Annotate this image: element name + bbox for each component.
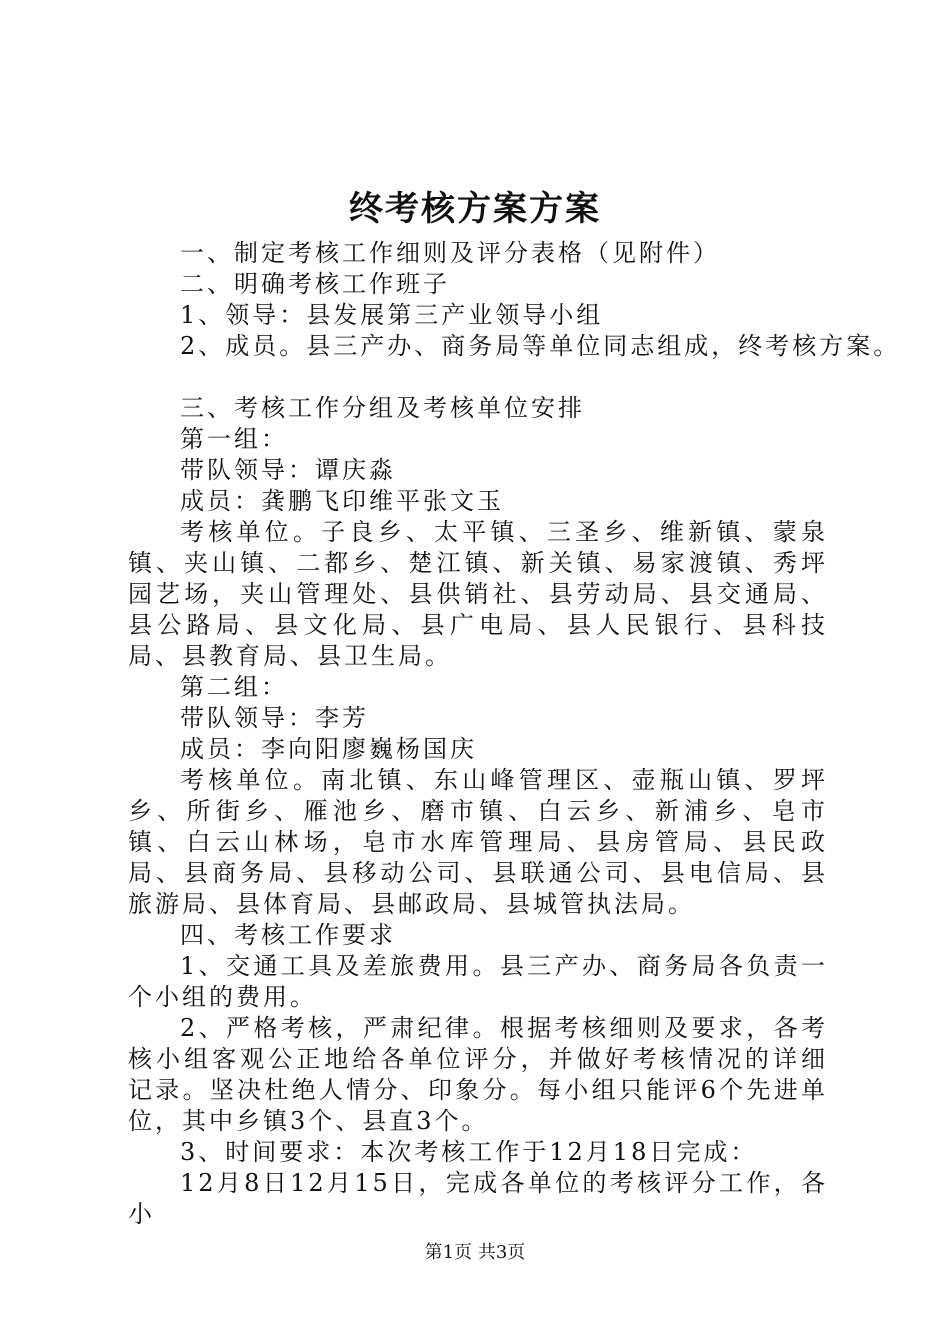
paragraph-3: 1、领导：县发展第三产业领导小组 <box>180 301 604 329</box>
group-1-units: 考核单位。子良乡、太平镇、三圣乡、维新镇、蒙泉镇、夹山镇、二都乡、楚江镇、新关镇、易家渡镇、秀坪园艺场，夹山管理处、县供销社、县劳动局、县交通局、县公路局、县文化局、县广电局、县人民银行、县科技局、县教育局、县卫生局。 <box>128 518 828 670</box>
group-2-leader: 带队领导：李芳 <box>180 704 369 732</box>
group-1-members: 成员：龚鹏飞印维平张文玉 <box>180 487 504 515</box>
requirement-3-detail: 12月8日12月15日，完成各单位的考核评分工作，各小 <box>128 1169 828 1228</box>
document-body <box>128 238 901 1230</box>
paragraph-1: 一、制定考核工作细则及评分表格（见附件） <box>180 239 720 267</box>
group-1-heading: 第一组： <box>180 425 288 453</box>
document-title: 终考核方案方案 <box>349 189 601 229</box>
paragraph-4: 2、成员。县三产办、商务局等单位同志组成，终考核方案。 <box>180 332 901 360</box>
page-footer: 第1页 共3页 <box>424 1242 526 1263</box>
paragraph-2: 二、明确考核工作班子 <box>180 270 450 298</box>
requirement-3: 3、时间要求：本次考核工作于12月18日完成： <box>180 1138 758 1166</box>
requirement-1: 1、交通工具及差旅费用。县三产办、商务局各负责一个小组的费用。 <box>128 952 828 1011</box>
paragraph-section-3: 三、考核工作分组及考核单位安排 <box>180 394 585 422</box>
blank-line <box>128 362 828 393</box>
group-1-leader: 带队领导：谭庆淼 <box>180 456 396 484</box>
requirement-2: 2、严格考核，严肃纪律。根据考核细则及要求，各考核小组客观公正地给各单位评分，并做好考核情况的详细记录。坚决杜绝人情分、印象分。每小组只能评6个先进单位，其中乡镇3个、县直3个。 <box>128 1014 828 1135</box>
group-2-members: 成员：李向阳廖巍杨国庆 <box>180 735 477 763</box>
group-2-heading: 第二组： <box>180 673 288 701</box>
group-2-units: 考核单位。南北镇、东山峰管理区、壶瓶山镇、罗坪乡、所街乡、雁池乡、磨市镇、白云乡、新浦乡、皂市镇、白云山林场，皂市水库管理局、县房管局、县民政局、县商务局、县移动公司、县联通公司、县电信局、县旅游局、县体育局、县邮政局、县城管执法局。 <box>128 766 828 918</box>
paragraph-section-4: 四、考核工作要求 <box>180 921 396 949</box>
